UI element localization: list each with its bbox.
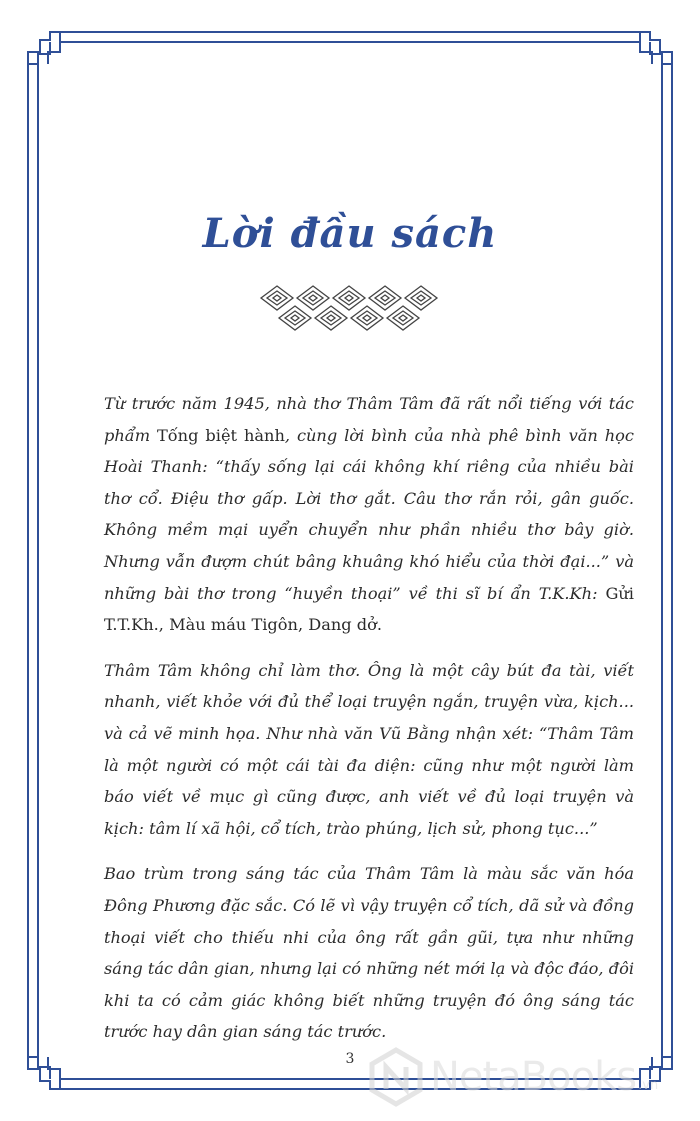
preface-body xyxy=(104,388,634,1062)
page-number: 3 xyxy=(345,1051,355,1067)
title-reference: Gửi T.T.Kh., Màu máu Tigôn, Dang dở. xyxy=(104,583,634,635)
paragraph xyxy=(104,858,634,1048)
page-title: Lời đầu sách xyxy=(202,210,498,257)
paragraph xyxy=(104,388,634,641)
title-reference: Tống biệt hành xyxy=(156,425,285,445)
text-segment: , cùng lời bình của nhà phê bình văn học Hoài Thanh: “thấy sống lại cái không khí riêng của nhiều bài thơ cổ. Điệu thơ gấp. Lời thơ gắt. Câu thơ rắn rỏi, gân guốc. Không mềm mại uyển chuyển như phần nhiều thơ bây giờ. Nhưng vẫn đượm chút bâng khuâng khó hiểu của thời đại...” và những bài thơ trong “huyền thoại” về thi sĩ bí ẩn T.K.Kh: xyxy=(104,425,634,603)
watermark-text: NetaBooks xyxy=(430,1054,637,1100)
text-segment: Từ trước năm 1945, nhà thơ Thâm Tâm đã rất nổi tiếng với tác phẩm xyxy=(104,394,634,445)
watermark xyxy=(368,1046,658,1108)
text-segment: Thâm Tâm không chỉ làm thơ. Ông là một cây bút đa tài, viết nhanh, viết khỏe với đủ thể loại truyện ngắn, truyện vừa, kịch... và cả vẽ minh họa. Như nhà văn Vũ Bằng nhận xét: “Thâm Tâm là một người có một cái tài đa diện: cũng như một người làm báo viết về mục gì cũng được, anh viết về đủ loại truyện và kịch: tâm lí xã hội, cổ tích, trào phúng, lịch sử, phong tục...” xyxy=(104,660,634,838)
text-segment: Bao trùm trong sáng tác của Thâm Tâm là màu sắc văn hóa Đông Phương đặc sắc. Có lẽ vì vậy truyện cổ tích, dã sử và đồng thoại viết cho thiếu nhi của ông rất gần gũi, tựa như những sáng tác dân gian, nhưng lại có những nét mới lạ và độc đáo, đôi khi ta có cảm giác không biết những truyện đó ông sáng tác trước hay dân gian sáng tác trước. xyxy=(104,864,634,1042)
diamond-ornament-icon xyxy=(259,284,441,332)
watermark-suffix: .vn xyxy=(638,1077,659,1093)
netabooks-logo-icon xyxy=(368,1047,424,1107)
paragraph xyxy=(104,655,634,845)
